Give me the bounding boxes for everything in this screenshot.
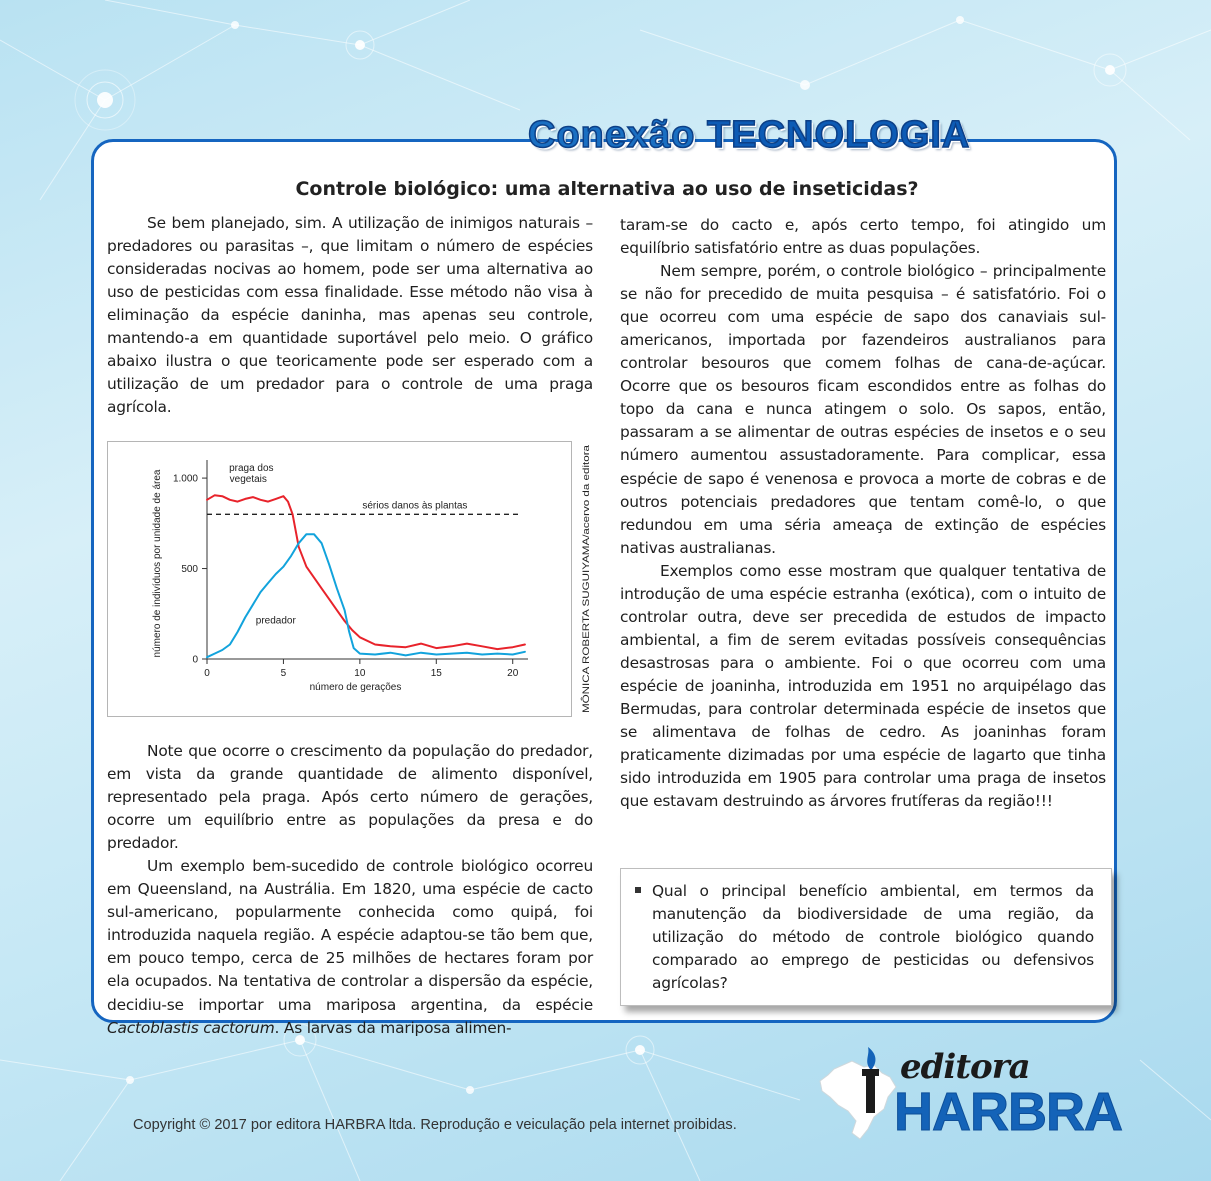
y-tick-label: 0 xyxy=(192,654,198,666)
series-line-predador xyxy=(207,534,525,657)
chart-credit xyxy=(577,441,593,717)
population-chart xyxy=(107,441,572,717)
logo-script: editora xyxy=(900,1047,1030,1087)
paragraph-queensland-end: . As larvas da mariposa alimen- xyxy=(274,1018,512,1037)
brazil-map-icon xyxy=(812,1047,902,1143)
section-title-part2: TECNOLOGIA xyxy=(707,114,971,156)
harbra-logo xyxy=(812,1047,1124,1143)
paragraph-intro: Se bem planejado, sim. A utilização de inimigos naturais – predadores ou parasitas –, que limitam o número de espécies consideradas nocivas ao homem, pode ser uma alternativa ao uso de pesticidas com essa finalidade. Esse método não visa à eliminação da espécie daninha, mas apenas seu controle, mantendo-a em quantidade suportável pelo meio. O gráfico abaixo ilustra o que teoricamente pode ser esperado com a utilização de um predador para o controle de uma praga agrícola. xyxy=(107,214,593,417)
y-tick-label: 1.000 xyxy=(172,473,198,485)
x-tick-label: 15 xyxy=(430,668,442,679)
y-axis-label: número de indivíduos por unidade de área xyxy=(152,469,163,658)
threshold-label: sérios danos às plantas xyxy=(362,500,468,512)
x-axis-label: número de gerações xyxy=(309,682,402,693)
copyright-text: Copyright © 2017 por editora HARBRA ltda. Reprodução e veiculação pela internet proibidas. xyxy=(133,1117,737,1133)
annotation-praga-line2: vegetais xyxy=(229,474,267,485)
x-tick-label: 0 xyxy=(204,668,210,679)
paragraph-toads: Nem sempre, porém, o controle biológico – principalmente se não for precedido de muita pesquisa – é satisfatório. Foi o que ocorreu com uma espécie de sapo dos canaviais sul-americanos, importada por fazendeiros australianos para controlar besouros que comem folhas de cana-de-açúcar. Ocorre que os besouros ficam escondidos entre as folhas do topo da cana e nunca atingem o solo. Os sapos, então, passaram a se alimentar de outras espécies de insetos e o seu número aumentou assustadoramente. Para complicar, essa espécie de sapo é venenosa e provoca a morte de cobras e de outros potenciais predadores que tentam comê-lo, o que redundou em uma séria ameaça de extinção de espécies nativas australianas. xyxy=(620,262,1106,557)
bullet-icon xyxy=(635,887,641,893)
question-text: Qual o principal benefício ambiental, em termos da manutenção da biodiversidade de uma região, da utilização do método de controle biológico quando comparado ao emprego de pesticidas ou defensivos agrícolas? xyxy=(652,882,1094,992)
paragraph-queensland-start: Um exemplo bem-sucedido de controle biológico ocorreu em Queensland, na Austrália. Em 1820, uma espécie de cacto sul-americano, popularmente conhecida como quipá, foi introduzida naquela região. A espécie adaptou-se tão bem que, em pouco tempo, cerca de 25 milhões de hectares foram por ela ocupados. Na tentativa de controlar a dispersão da espécie, decidiu-se importar uma mariposa argentina, da espécie xyxy=(107,857,593,1014)
x-tick-label: 20 xyxy=(507,668,519,679)
section-title-part1: Conexão xyxy=(528,114,696,156)
paragraph-continuation: taram-se do cacto e, após certo tempo, foi atingido um equilíbrio satisfatório entre as duas populações. xyxy=(620,216,1106,258)
paragraph-queensland xyxy=(107,855,593,1039)
right-column xyxy=(620,214,1106,813)
annotation-predador: predador xyxy=(255,615,296,627)
question-box xyxy=(620,868,1112,1006)
logo-main: HARBRA xyxy=(894,1082,1122,1142)
annotation-praga-line1: praga dos xyxy=(229,463,274,474)
chart-credit-text: MÔNICA ROBERTA SUGUIYAMA/acervo da editora xyxy=(581,491,592,713)
series-line-praga xyxy=(207,495,525,649)
species-name: Cactoblastis cactorum xyxy=(107,1018,275,1037)
left-column-top xyxy=(107,212,593,419)
y-tick-label: 500 xyxy=(181,564,198,576)
x-tick-label: 10 xyxy=(354,668,366,679)
article-title: Controle biológico: uma alternativa ao uso de inseticidas? xyxy=(295,178,919,200)
x-tick-label: 5 xyxy=(280,668,287,679)
chart-svg xyxy=(108,442,571,716)
paragraph-examples: Exemplos como esse mostram que qualquer tentativa de introdução de uma espécie estranha (exótica), com o intuito de controlar outra, deve ser precedida de estudos de impacto ambiental, a fim de serem evitadas possíveis consequências desastrosas para o ambiente. Foi o que ocorreu com uma espécie de joaninha, introduzida em 1951 no arquipélago das Bermudas, para controlar determinada espécie de insetos que se alimentava de folhas de cedro. As joaninhas foram praticamente dizimadas por uma espécie de lagarto que tinha sido introduzida em 1905 para controlar uma praga de insetos que estavam destruindo as árvores frutíferas da região!!! xyxy=(620,561,1106,811)
section-title xyxy=(528,112,970,158)
left-column-bottom xyxy=(107,740,593,1040)
paragraph-predator: Note que ocorre o crescimento da população do predador, em vista da grande quantidade de alimento disponível, representado pela praga. Após certo número de gerações, ocorre um equilíbrio entre as populações da presa e do predador. xyxy=(107,742,593,853)
